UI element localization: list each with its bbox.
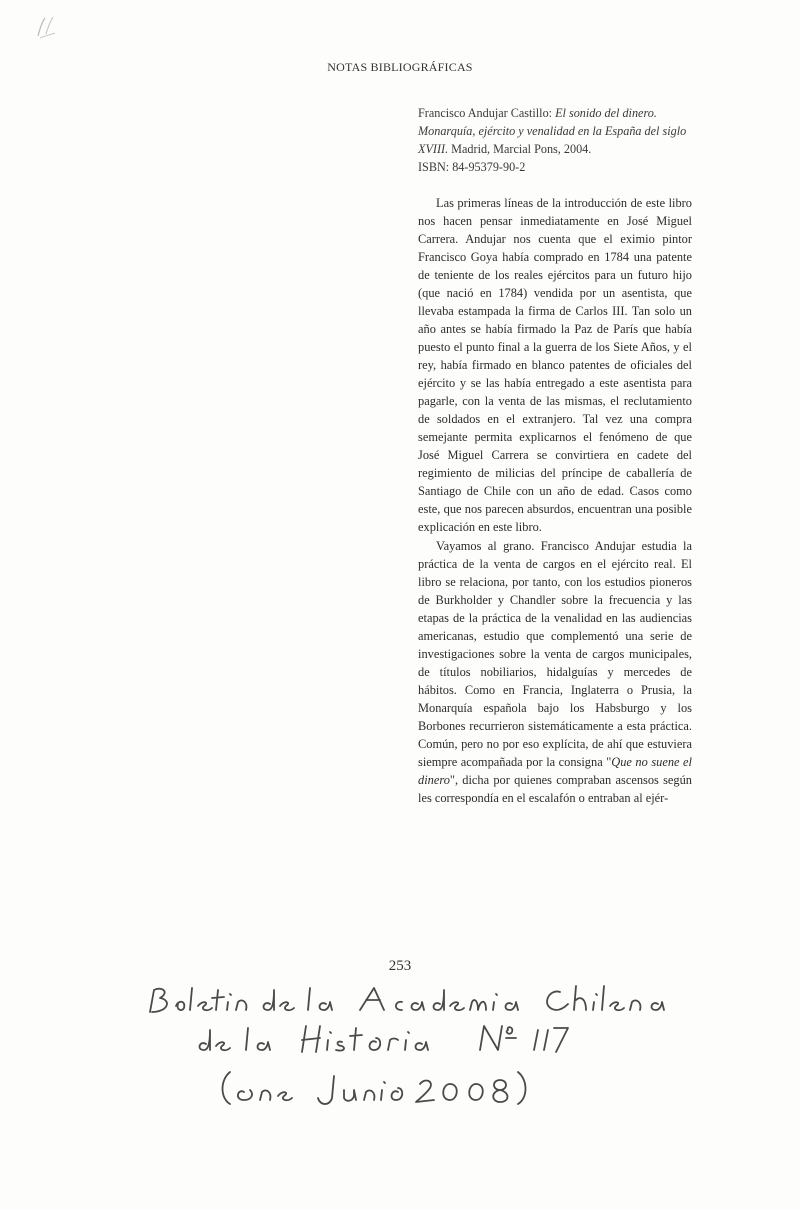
book-publication: Madrid, Marcial Pons, 2004. — [451, 142, 592, 156]
paragraph-1: Las primeras líneas de la introducción de este libro nos hacen pensar inmediatamente en José Miguel Carrera. Andujar nos cuenta que el eximio pintor Francisco Goya había comprado en 1784 una patente de teniente de los reales ejércitos para un futuro hijo (que nació en 1784) vendida por un asentista, que llevaba estampada la firma de Carlos III. Tan solo un año antes se había firmado la Paz de París que había puesto el punto final a la guerra de los Siete Años, y el rey, había firmado en blanco patentes de oficiales del ejército y se las había entregado a este asentista para pagarle, con la venta de las mismas, el reclutamiento de soldados en el extranjero. Tal vez una compra semejante permita explicarnos el fenómeno de que José Miguel Carrera se convirtiera en cadete del regimiento de milicias del príncipe de caballería de Santiago de Chile con un año de edad. Casos como este, que nos parecen absurdos, encuentran una posible explicación en este libro. — [418, 196, 692, 534]
book-isbn: ISBN: 84-95379-90-2 — [418, 160, 526, 174]
running-head: NOTAS BIBLIOGRÁFICAS — [327, 60, 473, 74]
book-author: Francisco Andujar Castillo: — [418, 106, 556, 120]
pencil-mark-icon — [34, 14, 60, 42]
page-number: 253 — [388, 958, 412, 974]
paragraph-2-end: ", dicha por quienes compraban ascensos según les correspondía en el escalafón o entraban al ejér- — [418, 773, 692, 805]
handwritten-note-image — [120, 980, 720, 1120]
paragraph-2-quote: Que no suene el dinero — [418, 755, 692, 787]
review-body — [418, 194, 692, 807]
handwritten-annotation — [120, 980, 720, 1120]
bibliographic-reference — [418, 104, 692, 176]
book-title: El sonido del dinero. Monarquía, ejército y venalidad en la España del siglo XVIII. — [418, 106, 687, 156]
paragraph-2-start: Vayamos al grano. Francisco Andujar estudia la práctica de la venta de cargos en el ejército real. El libro se relaciona, por tanto, con los estudios pioneros de Burkholder y Chandler sobre la frecuencia y las etapas de la práctica de la venalidad en las audiencias americanas, estudio que complementó una serie de investigaciones sobre la venta de cargos municipales, de títulos nobiliarios, hidalguías y mercedes de hábitos. Como en Francia, Inglaterra o Prusia, la Monarquía española bajo los Habsburgo y los Borbones recurrieron sistemáticamente a esta práctica. Común, pero no por eso explícita, de ahí que estuviera siempre acompañada por la consigna " — [418, 539, 692, 769]
paragraph-2 — [418, 537, 692, 807]
